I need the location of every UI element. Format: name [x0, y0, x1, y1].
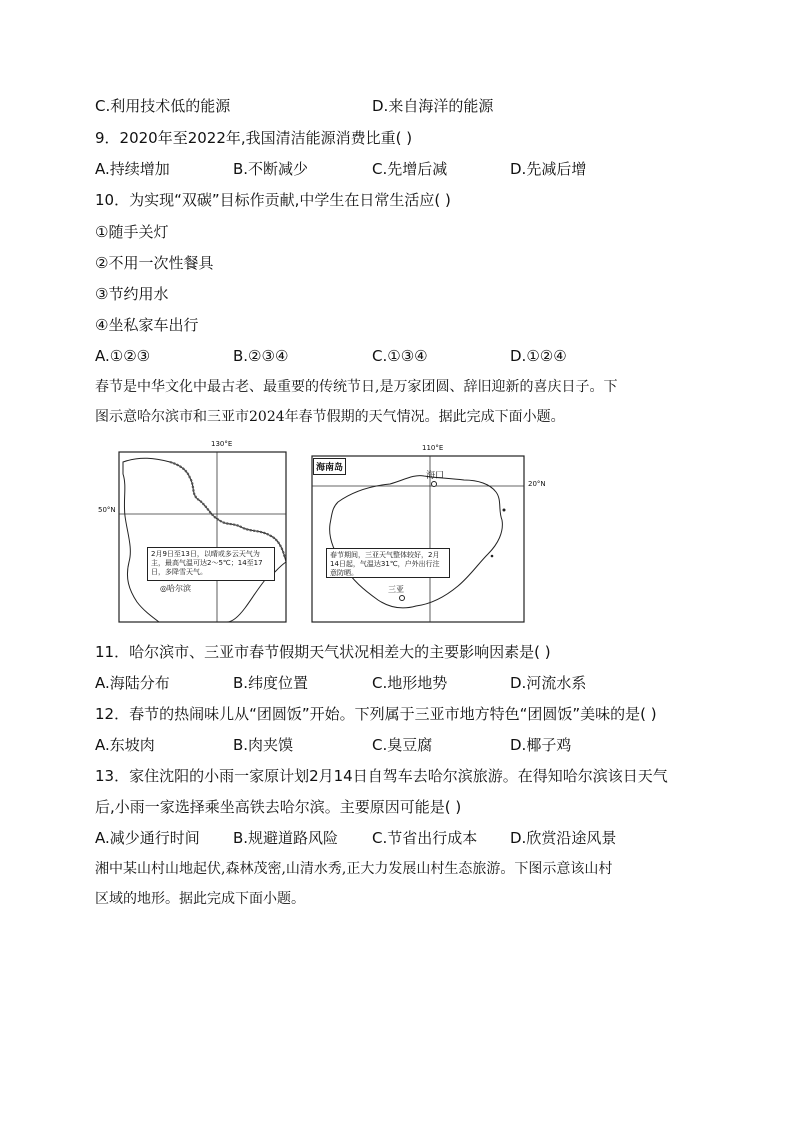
- q11-stem: 11．哈尔滨市、三亚市春节假期天气状况相差大的主要影响因素是( ): [95, 643, 551, 661]
- q8-option-d: D.来自海洋的能源: [372, 97, 494, 115]
- q12-option-a: A.东坡肉: [95, 736, 155, 754]
- q11-option-d: D.河流水系: [510, 674, 587, 692]
- q9-option-a: A.持续增加: [95, 160, 170, 178]
- harbin-lon-label: 130°E: [211, 440, 233, 448]
- hainan-haikou-label: 海口: [426, 471, 445, 481]
- passage1-line1: 春节是中华文化中最古老、最重要的传统节日,是万家团圆、辞旧迎新的喜庆日子。下: [95, 379, 618, 395]
- q13-option-d: D.欣赏沿途风景: [510, 829, 617, 847]
- q10-item-4: ④坐私家车出行: [95, 316, 199, 334]
- q10-option-c: C.①③④: [372, 347, 428, 365]
- hainan-sanya-label: 三亚: [388, 585, 404, 594]
- harbin-map-svg: [115, 440, 290, 626]
- q10-option-a: A.①②③: [95, 347, 151, 365]
- q10-item-2: ②不用一次性餐具: [95, 254, 214, 272]
- hainan-map-title: 海南岛: [313, 458, 346, 475]
- q9-option-b: B.不断减少: [233, 160, 309, 178]
- q10-stem: 10．为实现“双碳”目标作贡献,中学生在日常生活应( ): [95, 191, 451, 209]
- q10-option-b: B.②③④: [233, 347, 289, 365]
- harbin-weather-callout: 2月9日至13日，以晴或多云天气为主，最高气温可达2～5℃；14至17日，多降雪天气。: [147, 547, 275, 581]
- q11-option-c: C.地形地势: [372, 674, 448, 692]
- hainan-weather-callout: 春节期间，三亚天气整体较好，2月14日起，气温达31℃，户外出行注意防晒。: [326, 548, 450, 578]
- passage2-line1: 湘中某山村山地起伏,森林茂密,山清水秀,正大力发展山村生态旅游。下图示意该山村: [95, 861, 613, 877]
- passage1-line2: 图示意哈尔滨市和三亚市2024年春节假期的天气情况。据此完成下面小题。: [95, 409, 565, 425]
- q10-item-3: ③节约用水: [95, 285, 169, 303]
- sanya-marker: [400, 596, 405, 601]
- hainan-map-frame: [312, 456, 524, 622]
- q12-option-b: B.肉夹馍: [233, 736, 294, 754]
- hainan-lat-label: 20°N: [528, 480, 546, 488]
- q12-option-c: C.臭豆腐: [372, 736, 433, 754]
- hainan-map: [308, 440, 558, 626]
- harbin-map: [98, 440, 290, 626]
- q9-stem: 9．2020年至2022年,我国清洁能源消费比重( ): [95, 129, 413, 147]
- harbin-map-frame: [119, 452, 286, 622]
- q10-option-d: D.①②④: [510, 347, 567, 365]
- harbin-lat-label: 50°N: [98, 506, 116, 514]
- q9-option-c: C.先增后减: [372, 160, 448, 178]
- q12-stem: 12．春节的热闹味儿从“团圆饭”开始。下列属于三亚市地方特色“团圆饭”美味的是( ): [95, 705, 657, 723]
- harbin-city-label: ◎哈尔滨: [160, 584, 191, 593]
- hainan-lon-label: 110°E: [422, 444, 444, 452]
- q13-stem-line2: 后,小雨一家选择乘坐高铁去哈尔滨。主要原因可能是( ): [95, 798, 462, 816]
- q9-option-d: D.先减后增: [510, 160, 587, 178]
- q13-stem-line1: 13．家住沈阳的小雨一家原计划2月14日自驾车去哈尔滨旅游。在得知哈尔滨该日天气: [95, 767, 668, 785]
- q13-option-a: A.减少通行时间: [95, 829, 200, 847]
- q11-option-b: B.纬度位置: [233, 674, 309, 692]
- q12-option-d: D.椰子鸡: [510, 736, 572, 754]
- q8-option-c: C.利用技术低的能源: [95, 97, 231, 115]
- q13-option-b: B.规避道路风险: [233, 829, 339, 847]
- passage2-line2: 区域的地形。据此完成下面小题。: [95, 891, 305, 907]
- q10-item-1: ①随手关灯: [95, 223, 169, 241]
- q11-option-a: A.海陆分布: [95, 674, 170, 692]
- haikou-marker: [432, 482, 437, 487]
- q13-option-c: C.节省出行成本: [372, 829, 478, 847]
